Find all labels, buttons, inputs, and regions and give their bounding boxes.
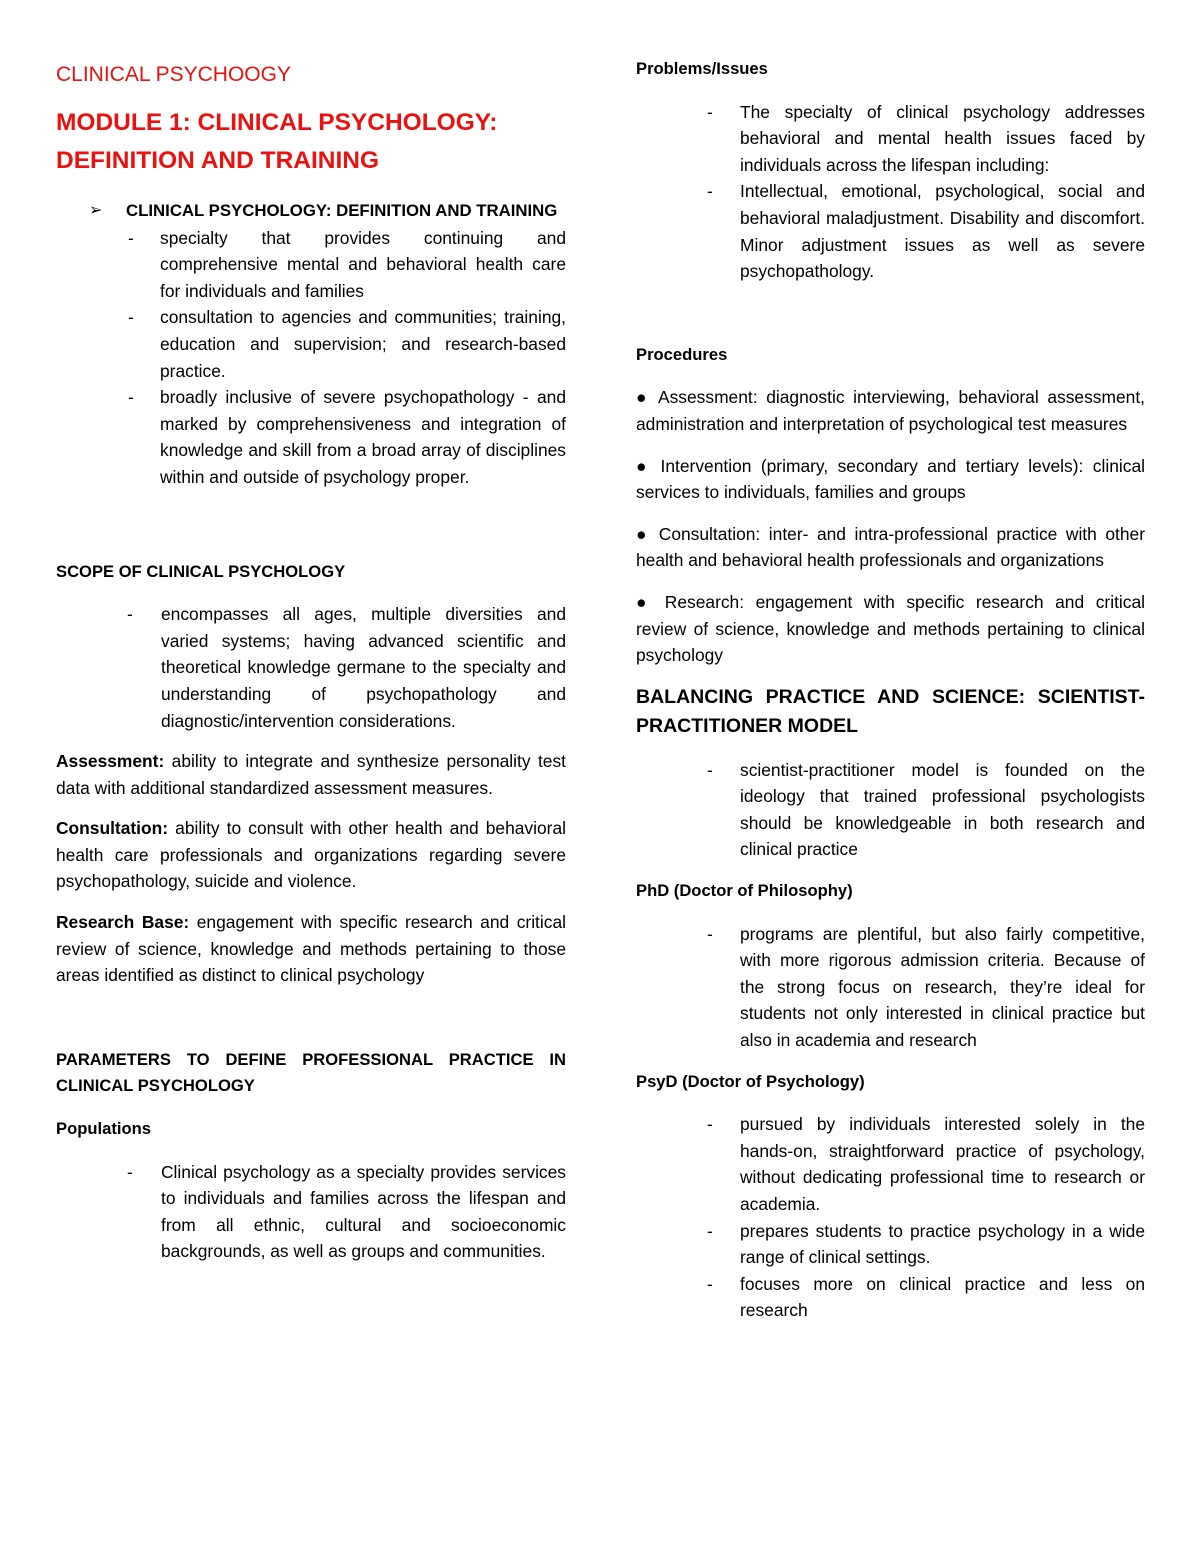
list-item-text: encompasses all ages, multiple diversities and varied systems; having advanced scientific and theoretical knowledge germane to the specialty and understanding of psychopathology and diagnostic/intervention considerations. (161, 604, 566, 731)
dash-marker: - (127, 604, 133, 625)
list-item (636, 921, 1145, 1054)
dash-marker: - (127, 1161, 133, 1182)
populations-heading: Populations (56, 1119, 151, 1139)
consultation-label: Consultation: (56, 818, 169, 839)
procedure-assessment: ● Assessment: diagnostic interviewing, behavioral assessment, administration and interpretation of psychological test measures (636, 387, 1145, 434)
assessment-text: ability to integrate and synthesize personality test data with additional standardized assessment measures. (56, 751, 566, 798)
list-item-text: pursued by individuals interested solely in the hands-on, straightforward practice of psychology, without dedicating professional time to research or academia. (740, 1114, 1145, 1214)
dash-marker: - (128, 227, 134, 248)
model-list (636, 757, 1145, 863)
assessment-label: Assessment: (56, 751, 165, 772)
list-item (636, 1218, 1145, 1271)
procedure-consultation: ● Consultation: inter- and intra-professional practice with other health and behavioral health professionals and organizations (636, 523, 1145, 571)
scope-list (56, 601, 566, 734)
model-heading: BALANCING PRACTICE AND SCIENCE: SCIENTIST-PRACTITIONER MODEL (636, 685, 1145, 737)
populations-list (56, 1159, 566, 1265)
dash-marker: - (128, 387, 134, 408)
list-item (636, 757, 1145, 863)
list-item-text: scientist-practitioner model is founded on the ideology that trained professional psychologists should be knowledgeable in both research and clinical practice (740, 759, 1145, 860)
dash-marker: - (707, 1114, 713, 1135)
left-column (56, 56, 566, 1265)
assessment-paragraph (56, 748, 566, 801)
list-item (56, 1159, 566, 1265)
definition-heading-text: CLINICAL PSYCHOLOGY: DEFINITION AND TRAINING (126, 201, 558, 220)
list-item (636, 1111, 1145, 1217)
scope-heading: SCOPE OF CLINICAL PSYCHOLOGY (56, 561, 346, 581)
module-title: MODULE 1: CLINICAL PSYCHOLOGY: DEFINITION AND TRAINING (56, 109, 498, 174)
problems-list (636, 99, 1145, 285)
right-column (636, 56, 1145, 1324)
dash-marker: - (128, 307, 134, 328)
consultation-paragraph (56, 815, 566, 895)
dash-marker: - (707, 181, 713, 202)
list-item (636, 99, 1145, 179)
phd-list (636, 921, 1145, 1054)
definition-list (56, 225, 566, 491)
list-item-text: Intellectual, emotional, psychological, social and behavioral maladjustment. Disability and discomfort. Minor adjustment issues as well as severe psychopathology. (740, 181, 1145, 282)
document-title: CLINICAL PSYCHOOGY (56, 63, 291, 86)
dash-marker: - (707, 759, 713, 780)
list-item (636, 1271, 1145, 1324)
procedure-intervention: ● Intervention (primary, secondary and tertiary levels): clinical services to individuals, families and groups (636, 455, 1145, 503)
list-item (56, 601, 566, 734)
list-item (56, 304, 566, 384)
arrow-bullet-icon: ➢ (89, 202, 103, 219)
phd-heading: PhD (Doctor of Philosophy) (636, 881, 853, 901)
dash-marker: - (707, 1273, 713, 1294)
psyd-heading: PsyD (Doctor of Psychology) (636, 1071, 865, 1091)
dash-marker: - (707, 1220, 713, 1241)
list-item-text: consultation to agencies and communities; training, education and supervision; and research-based practice. (160, 307, 566, 381)
list-item (636, 178, 1145, 284)
dash-marker: - (707, 101, 713, 122)
list-item-text: broadly inclusive of severe psychopathology - and marked by comprehensiveness and integration of knowledge and skill from a broad array of disciplines within and outside of psychology proper. (160, 387, 566, 487)
parameters-heading: PARAMETERS TO DEFINE PROFESSIONAL PRACTICE IN CLINICAL PSYCHOLOGY (56, 1049, 566, 1096)
list-item-text: programs are plentiful, but also fairly competitive, with more rigorous admission criteria. Because of the strong focus on research, they’re ideal for students not only interested in clinical practice but also in academia and research (740, 923, 1145, 1051)
list-item-text: Clinical psychology as a specialty provides services to individuals and families across the lifespan and from all ethnic, cultural and socioeconomic backgrounds, as well as groups and communities. (161, 1161, 566, 1262)
problems-heading: Problems/Issues (636, 59, 768, 78)
dash-marker: - (707, 923, 713, 944)
procedure-research: ● Research: engagement with specific research and critical review of science, knowledge and methods pertaining to clinical psychology (636, 591, 1145, 666)
list-item (56, 225, 566, 305)
research-paragraph (56, 909, 566, 989)
list-item-text: The specialty of clinical psychology addresses behavioral and mental health issues faced by individuals across the lifespan including: (740, 101, 1145, 175)
procedures-heading: Procedures (636, 344, 728, 364)
list-item-text: prepares students to practice psychology in a wide range of clinical settings. (740, 1220, 1145, 1268)
list-item (56, 384, 566, 490)
research-label: Research Base: (56, 912, 190, 933)
list-item-text: specialty that provides continuing and comprehensive mental and behavioral health care for individuals and families (160, 227, 566, 301)
psyd-list (636, 1111, 1145, 1324)
consultation-text: ability to consult with other health and behavioral health care professionals and organizations regarding severe psychopathology, suicide and violence. (56, 818, 566, 892)
definition-heading (56, 198, 566, 225)
list-item-text: focuses more on clinical practice and less on research (740, 1273, 1145, 1321)
research-text: engagement with specific research and critical review of science, knowledge and methods pertaining to those areas identified as distinct to clinical psychology (56, 912, 566, 986)
